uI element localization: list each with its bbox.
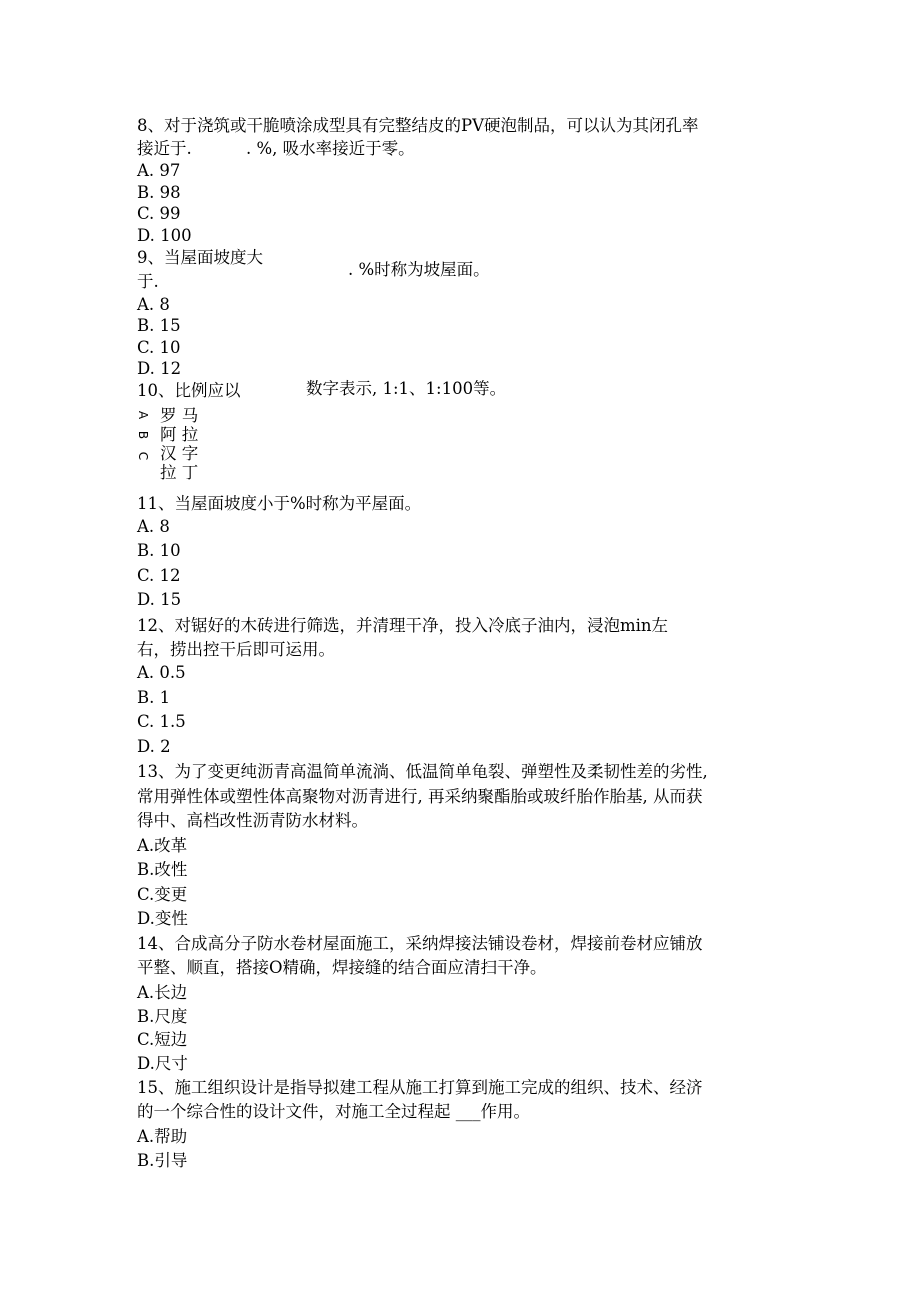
q11-option-b: B. 10 — [137, 541, 181, 560]
q8-line2a: 接近于. — [137, 139, 192, 158]
q14-option-a: A.长边 — [137, 983, 188, 1002]
q12-option-b: B. 1 — [137, 688, 171, 707]
q9-line1: 9、当屋面坡度大 — [137, 248, 263, 267]
q14-line1: 14、合成高分子防水卷材屋面施工，采纳焊接法铺设卷材，焊接前卷材应铺放 — [137, 934, 703, 953]
q12-line2: 右，捞出控干后即可运用。 — [137, 640, 335, 659]
q13-line1: 13、为了变更纯沥青高温简单流淌、低温简单龟裂、弹塑性及柔韧性差的劣性, — [137, 762, 708, 781]
q11-option-c: C. 12 — [137, 566, 181, 585]
q13-line2: 常用弹性体或塑性体高聚物对沥青进行, 再采纳聚酯胎或玻纤胎作胎基, 从而获 — [137, 787, 703, 806]
q10-letter-c: C — [136, 451, 151, 461]
q10-line1: 10、比例应以 — [137, 381, 241, 400]
q13-option-d: D.变性 — [137, 909, 188, 928]
q15-option-a: A.帮助 — [137, 1127, 188, 1146]
q9-option-b: B. 15 — [137, 316, 181, 335]
q8-option-a: A. 97 — [137, 161, 181, 180]
q15-option-b: B.引导 — [137, 1151, 188, 1170]
q8-option-b: B. 98 — [137, 183, 181, 202]
q14-line2: 平整、顺直，搭接O精确，焊接缝的结合面应清扫干净。 — [137, 958, 547, 977]
q8-option-d: D. 100 — [137, 226, 192, 245]
q9-line2: 于. — [137, 272, 159, 291]
q13-option-c: C.变更 — [137, 885, 188, 904]
q12-line1: 12、对锯好的木砖进行筛选，并清理干净，投入冷底子油内，浸泡min左 — [137, 616, 669, 635]
q11-line1: 11、当屋面坡度小于%时称为平屋面。 — [137, 494, 422, 513]
q10-letter-a: A — [136, 410, 151, 420]
q12-option-d: D. 2 — [137, 737, 171, 756]
q12-option-a: A. 0.5 — [137, 663, 186, 682]
q9-option-a: A. 8 — [137, 295, 170, 314]
q10-option-d: 拉 丁 — [160, 463, 199, 482]
q15-line1: 15、施工组织设计是指导拟建工程从施工打算到施工完成的组织、技术、经济 — [137, 1078, 703, 1097]
q9-option-d: D. 12 — [137, 359, 182, 378]
q13-line3: 得中、高档改性沥青防水材料。 — [137, 811, 368, 830]
q8-line2b: . %, 吸水率接近于零。 — [246, 139, 415, 158]
q9-option-c: C. 10 — [137, 338, 181, 357]
q15-line2: 的一个综合性的设计文件，对施工全过程起 ___作用。 — [137, 1102, 530, 1121]
q11-option-a: A. 8 — [137, 517, 170, 536]
q13-option-a: A.改革 — [137, 836, 188, 855]
q14-option-b: B.尺度 — [137, 1007, 188, 1026]
q10-option-c: 汉 字 — [160, 444, 199, 463]
q13-option-b: B.改性 — [137, 860, 188, 879]
q8-line1: 8、对于浇筑或干脆喷涂成型具有完整结皮的PV硬泡制品，可以认为其闭孔率 — [137, 116, 699, 135]
q12-option-c: C. 1.5 — [137, 712, 186, 731]
q10-tail: 数字表示, 1:1、1:100等。 — [306, 379, 507, 398]
q10-option-a: 罗 马 — [160, 406, 199, 425]
q11-option-d: D. 15 — [137, 590, 182, 609]
q8-option-c: C. 99 — [137, 204, 181, 223]
q10-letter-b: B — [136, 430, 151, 440]
q14-option-c: C.短边 — [137, 1030, 188, 1049]
q14-option-d: D.尺寸 — [137, 1054, 188, 1073]
q10-option-b: 阿 拉 — [160, 425, 199, 444]
q9-tail: . %时称为坡屋面。 — [348, 260, 490, 279]
